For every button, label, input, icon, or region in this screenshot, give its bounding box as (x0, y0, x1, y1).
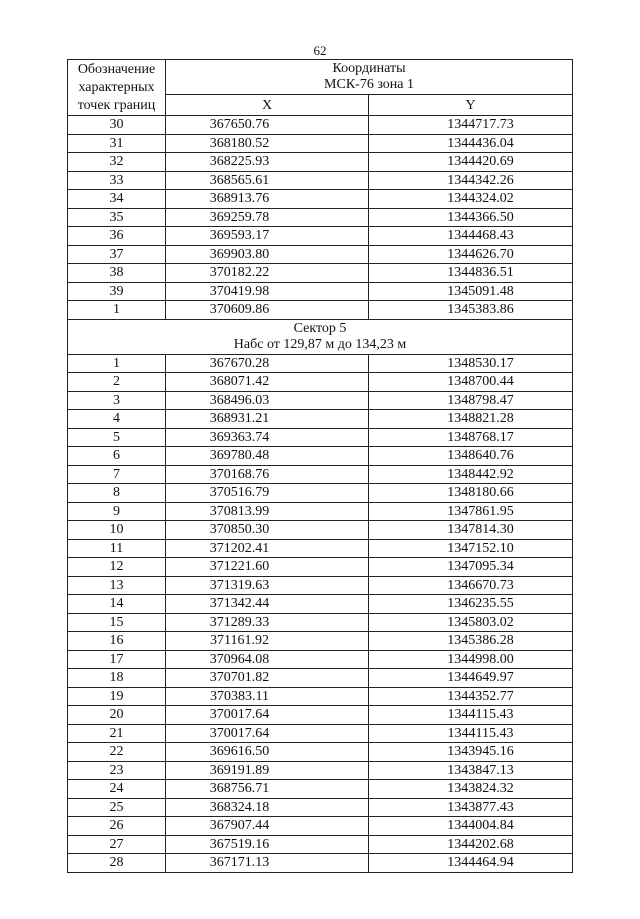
x-coordinate-cell: 371289.33 (166, 613, 369, 632)
x-coordinate-cell: 370609.86 (166, 301, 369, 320)
y-coordinate-cell: 1344202.68 (369, 835, 573, 854)
y-column-header: Y (369, 95, 573, 116)
y-coordinate-cell: 1348180.66 (369, 484, 573, 503)
x-coordinate-cell: 367670.28 (166, 354, 369, 373)
y-coordinate-cell: 1348821.28 (369, 410, 573, 429)
x-coordinate-cell: 369780.48 (166, 447, 369, 466)
table-row (68, 116, 573, 135)
point-number-cell: 33 (68, 171, 166, 190)
table-row (68, 282, 573, 301)
table-row (68, 595, 573, 614)
x-coordinate-cell: 369259.78 (166, 208, 369, 227)
x-coordinate-cell: 367650.76 (166, 116, 369, 135)
x-coordinate-cell: 370017.64 (166, 706, 369, 725)
point-number-cell: 36 (68, 227, 166, 246)
y-coordinate-cell: 1344004.84 (369, 817, 573, 836)
point-number-cell: 30 (68, 116, 166, 135)
table-row (68, 428, 573, 447)
y-coordinate-cell: 1348798.47 (369, 391, 573, 410)
x-coordinate-cell: 368931.21 (166, 410, 369, 429)
x-coordinate-cell: 370017.64 (166, 724, 369, 743)
point-number-cell: 10 (68, 521, 166, 540)
point-number-cell: 35 (68, 208, 166, 227)
point-number-cell: 3 (68, 391, 166, 410)
x-coordinate-cell: 370701.82 (166, 669, 369, 688)
table-row (68, 669, 573, 688)
y-coordinate-cell: 1348530.17 (369, 354, 573, 373)
table-row (68, 208, 573, 227)
table-row (68, 134, 573, 153)
point-number-cell: 2 (68, 373, 166, 392)
y-coordinate-cell: 1345091.48 (369, 282, 573, 301)
y-coordinate-cell: 1343877.43 (369, 798, 573, 817)
page-number: 62 (313, 43, 327, 58)
x-coordinate-cell: 370182.22 (166, 264, 369, 283)
table-row (68, 835, 573, 854)
point-designation-header (68, 60, 166, 116)
point-number-cell: 9 (68, 502, 166, 521)
x-coordinate-cell: 371221.60 (166, 558, 369, 577)
point-number-cell: 20 (68, 706, 166, 725)
x-coordinate-cell: 367907.44 (166, 817, 369, 836)
point-number-cell: 1 (68, 354, 166, 373)
point-label-line-2: характерных (78, 79, 155, 95)
y-coordinate-cell: 1347095.34 (369, 558, 573, 577)
y-coordinate-cell: 1348442.92 (369, 465, 573, 484)
table-row (68, 687, 573, 706)
sector-header (68, 319, 573, 354)
point-number-cell: 27 (68, 835, 166, 854)
y-coordinate-cell: 1344342.26 (369, 171, 573, 190)
table-row (68, 724, 573, 743)
x-coordinate-cell: 370419.98 (166, 282, 369, 301)
x-coordinate-cell: 369191.89 (166, 761, 369, 780)
point-number-cell: 17 (68, 650, 166, 669)
table-row (68, 153, 573, 172)
x-coordinate-cell: 367519.16 (166, 835, 369, 854)
y-coordinate-cell: 1346235.55 (369, 595, 573, 614)
table-row (68, 613, 573, 632)
x-coordinate-cell: 370168.76 (166, 465, 369, 484)
sector-elevation: Набс от 129,87 м до 134,23 м (233, 336, 407, 352)
point-number-cell: 23 (68, 761, 166, 780)
table-row (68, 502, 573, 521)
y-coordinate-cell: 1348768.17 (369, 428, 573, 447)
table-row (68, 190, 573, 209)
table-row (68, 484, 573, 503)
x-column-header: X (166, 95, 369, 116)
x-coordinate-cell: 371161.92 (166, 632, 369, 651)
x-coordinate-cell: 368496.03 (166, 391, 369, 410)
x-coordinate-cell: 370516.79 (166, 484, 369, 503)
point-number-cell: 7 (68, 465, 166, 484)
point-number-cell: 34 (68, 190, 166, 209)
x-coordinate-cell: 371202.41 (166, 539, 369, 558)
table-row (68, 576, 573, 595)
y-coordinate-cell: 1345803.02 (369, 613, 573, 632)
y-coordinate-cell: 1344436.04 (369, 134, 573, 153)
y-coordinate-cell: 1348640.76 (369, 447, 573, 466)
point-number-cell: 26 (68, 817, 166, 836)
point-label-line-1: Обозначение (77, 61, 156, 77)
y-coordinate-cell: 1344717.73 (369, 116, 573, 135)
table-row (68, 245, 573, 264)
x-coordinate-cell: 370813.99 (166, 502, 369, 521)
coordinates-system: МСК-76 зона 1 (324, 77, 414, 92)
table-row (68, 391, 573, 410)
table-row (68, 539, 573, 558)
table-row (68, 817, 573, 836)
point-number-cell: 25 (68, 798, 166, 817)
table-row (68, 706, 573, 725)
y-coordinate-cell: 1347814.30 (369, 521, 573, 540)
point-number-cell: 31 (68, 134, 166, 153)
table-row (68, 447, 573, 466)
header-row (68, 60, 573, 95)
point-number-cell: 13 (68, 576, 166, 595)
table-row (68, 632, 573, 651)
x-coordinate-cell: 368071.42 (166, 373, 369, 392)
x-coordinate-cell: 368180.52 (166, 134, 369, 153)
point-number-cell: 32 (68, 153, 166, 172)
point-number-cell: 37 (68, 245, 166, 264)
y-coordinate-cell: 1345383.86 (369, 301, 573, 320)
y-coordinate-cell: 1344468.43 (369, 227, 573, 246)
y-coordinate-cell: 1344115.43 (369, 706, 573, 725)
point-number-cell: 12 (68, 558, 166, 577)
point-number-cell: 24 (68, 780, 166, 799)
table-row (68, 761, 573, 780)
sector-title: Сектор 5 (293, 320, 347, 336)
point-label-line-3: точек границ (77, 97, 156, 113)
coordinates-table-body (68, 60, 573, 873)
y-coordinate-cell: 1344420.69 (369, 153, 573, 172)
point-number-cell: 8 (68, 484, 166, 503)
table-row (68, 558, 573, 577)
y-coordinate-cell: 1344649.97 (369, 669, 573, 688)
x-coordinate-cell: 370850.30 (166, 521, 369, 540)
x-coordinate-cell: 371319.63 (166, 576, 369, 595)
y-coordinate-cell: 1344324.02 (369, 190, 573, 209)
point-number-cell: 22 (68, 743, 166, 762)
table-row (68, 650, 573, 669)
y-coordinate-cell: 1343847.13 (369, 761, 573, 780)
x-coordinate-cell: 368225.93 (166, 153, 369, 172)
point-number-cell: 39 (68, 282, 166, 301)
point-number-cell: 38 (68, 264, 166, 283)
point-number-cell: 6 (68, 447, 166, 466)
y-coordinate-cell: 1347152.10 (369, 539, 573, 558)
point-number-cell: 5 (68, 428, 166, 447)
y-coordinate-cell: 1344464.94 (369, 854, 573, 873)
point-number-cell: 16 (68, 632, 166, 651)
coordinates-header (166, 60, 573, 95)
x-coordinate-cell: 368324.18 (166, 798, 369, 817)
table-row (68, 264, 573, 283)
y-coordinate-cell: 1344115.43 (369, 724, 573, 743)
point-number-cell: 15 (68, 613, 166, 632)
x-coordinate-cell: 369903.80 (166, 245, 369, 264)
y-coordinate-cell: 1344352.77 (369, 687, 573, 706)
y-coordinate-cell: 1344626.70 (369, 245, 573, 264)
table-row (68, 854, 573, 873)
coordinates-table (67, 59, 573, 873)
x-coordinate-cell: 370383.11 (166, 687, 369, 706)
table-row (68, 171, 573, 190)
x-coordinate-cell: 369363.74 (166, 428, 369, 447)
y-coordinate-cell: 1344366.50 (369, 208, 573, 227)
x-coordinate-cell: 368913.76 (166, 190, 369, 209)
table-row (68, 301, 573, 320)
table-row (68, 227, 573, 246)
table-row (68, 465, 573, 484)
point-number-cell: 11 (68, 539, 166, 558)
table-row (68, 373, 573, 392)
point-number-cell: 1 (68, 301, 166, 320)
x-coordinate-cell: 371342.44 (166, 595, 369, 614)
table-row (68, 521, 573, 540)
coordinates-title: Координаты (332, 61, 406, 76)
point-number-cell: 4 (68, 410, 166, 429)
x-coordinate-cell: 368565.61 (166, 171, 369, 190)
table-row (68, 743, 573, 762)
point-number-cell: 21 (68, 724, 166, 743)
y-coordinate-cell: 1344836.51 (369, 264, 573, 283)
table-row (68, 354, 573, 373)
point-number-cell: 28 (68, 854, 166, 873)
y-coordinate-cell: 1343945.16 (369, 743, 573, 762)
x-coordinate-cell: 368756.71 (166, 780, 369, 799)
x-coordinate-cell: 369593.17 (166, 227, 369, 246)
y-coordinate-cell: 1345386.28 (369, 632, 573, 651)
y-coordinate-cell: 1347861.95 (369, 502, 573, 521)
x-coordinate-cell: 367171.13 (166, 854, 369, 873)
point-number-cell: 18 (68, 669, 166, 688)
y-coordinate-cell: 1344998.00 (369, 650, 573, 669)
y-coordinate-cell: 1348700.44 (369, 373, 573, 392)
y-coordinate-cell: 1343824.32 (369, 780, 573, 799)
table-row (68, 780, 573, 799)
x-coordinate-cell: 370964.08 (166, 650, 369, 669)
point-number-cell: 14 (68, 595, 166, 614)
table-row (68, 410, 573, 429)
x-coordinate-cell: 369616.50 (166, 743, 369, 762)
y-coordinate-cell: 1346670.73 (369, 576, 573, 595)
point-number-cell: 19 (68, 687, 166, 706)
table-row (68, 798, 573, 817)
sector-header-row (68, 319, 573, 354)
